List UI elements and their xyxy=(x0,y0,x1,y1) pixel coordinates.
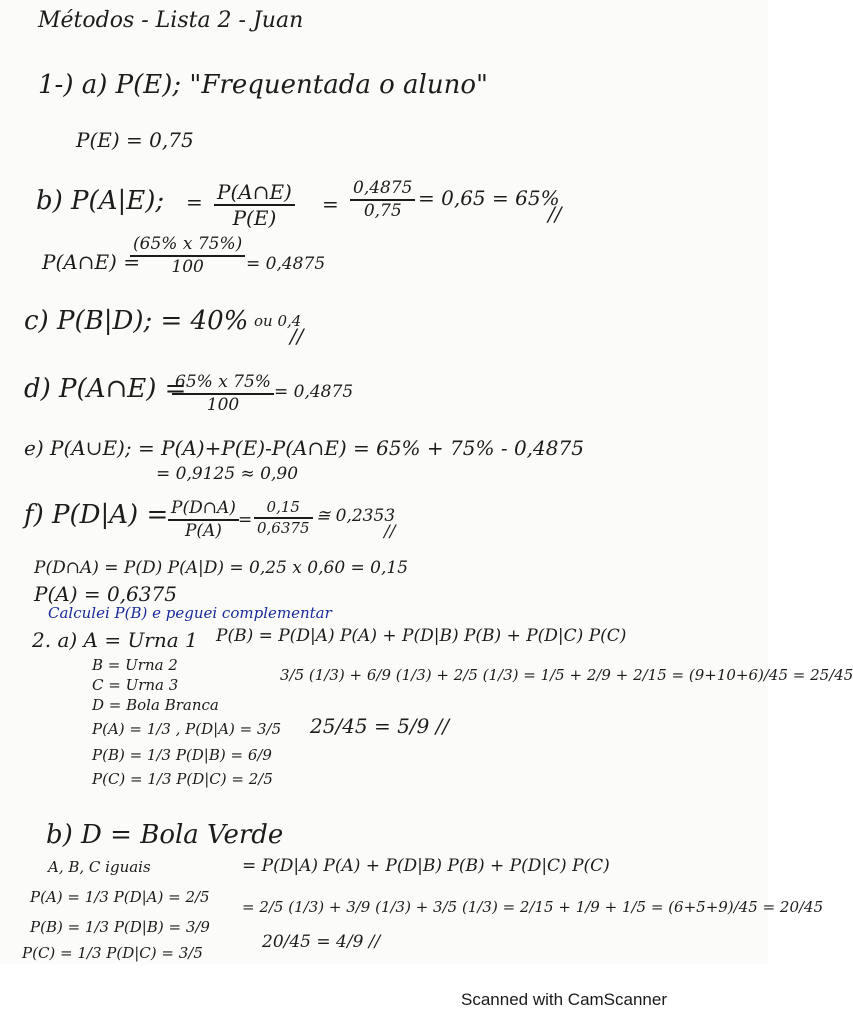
q2a-result: 25/45 = 5/9 // xyxy=(310,714,450,738)
q1d-denominator: 100 xyxy=(206,395,240,415)
page-title: Métodos - Lista 2 - Juan xyxy=(38,8,304,33)
q2b-heading: b) D = Bola Verde xyxy=(46,820,284,850)
q1f-fraction-values xyxy=(254,500,313,536)
q1d-heading: d) P(A∩E) = xyxy=(24,374,187,404)
camscanner-watermark: Scanned with CamScanner xyxy=(461,990,668,1009)
q1b-frac-numerator: P(A∩E) xyxy=(217,180,292,204)
q2b-result: 20/45 = 4/9 // xyxy=(262,932,381,952)
q2a-def-d: D = Bola Branca xyxy=(92,696,219,714)
q1c-line: c) P(B|D); = 40% xyxy=(24,306,249,336)
q1b-fraction-formula xyxy=(214,182,295,228)
check-mark: // xyxy=(384,522,396,542)
q1f-denominator: P(A) xyxy=(184,521,222,541)
q1d-fraction xyxy=(172,374,274,414)
q2b-subheading: A, B, C iguais xyxy=(48,858,151,876)
q2a-formula: P(B) = P(D|A) P(A) + P(D|B) P(B) + P(D|C) P(C) xyxy=(216,626,627,646)
q1b-sub-lhs: P(A∩E) = xyxy=(42,250,140,274)
q1b-frac-denominator: P(E) xyxy=(232,206,277,230)
q2a-def-b: B = Urna 2 xyxy=(92,656,178,674)
q1f-line-2: P(D∩A) = P(D) P(A|D) = 0,25 x 0,60 = 0,15 xyxy=(34,558,409,578)
q1b-sub-denominator: 100 xyxy=(171,257,204,277)
q1b-frac2-denominator: 0,75 xyxy=(363,201,402,221)
q1e-line-1: e) P(A∪E); = P(A)+P(E)-P(A∩E) = 65% + 75% - 0,4875 xyxy=(24,436,584,460)
q1b-equals-2: = xyxy=(322,192,339,216)
q1f-equals: = xyxy=(238,510,253,530)
q2-note: Calculei P(B) e peguei complementar xyxy=(48,604,332,622)
q1f-result: ≅ 0,2353 xyxy=(316,506,396,526)
q1a-value: P(E) = 0,75 xyxy=(76,128,194,152)
q2a-prob-a: P(A) = 1/3 , P(D|A) = 3/5 xyxy=(92,720,282,738)
q1b-sub-result: = 0,4875 xyxy=(246,254,326,274)
q1f-numerator-value: 0,15 xyxy=(266,498,300,516)
q1b-sub-fraction xyxy=(130,236,245,276)
q1f-line-3: P(A) = 0,6375 xyxy=(34,582,177,606)
q1c-alternative: ou 0,4 xyxy=(254,312,302,330)
q2a-calculation: 3/5 (1/3) + 6/9 (1/3) + 2/5 (1/3) = 1/5 + 2/9 + 2/15 = (9+10+6)/45 = 25/45 xyxy=(280,666,853,684)
q2b-prob-a: P(A) = 1/3 P(D|A) = 2/5 xyxy=(30,888,210,906)
q1f-numerator: P(D∩A) xyxy=(171,498,236,518)
q1b-heading: b) P(A|E); xyxy=(36,186,165,216)
q2a-prob-c: P(C) = 1/3 P(D|C) = 2/5 xyxy=(92,770,273,788)
q2b-calculation: = 2/5 (1/3) + 3/9 (1/3) + 3/5 (1/3) = 2/15 + 1/9 + 1/5 = (6+5+9)/45 = 20/45 xyxy=(242,898,824,916)
scanner-footer xyxy=(0,964,768,1024)
q2b-formula: = P(D|A) P(A) + P(D|B) P(B) + P(D|C) P(C) xyxy=(242,856,610,876)
q2a-prob-b: P(B) = 1/3 P(D|B) = 6/9 xyxy=(92,746,272,764)
q2b-prob-c: P(C) = 1/3 P(D|C) = 3/5 xyxy=(22,944,203,962)
q1a-heading: 1-) a) P(E); "Frequentada o aluno" xyxy=(38,70,488,100)
check-mark: // xyxy=(548,202,562,226)
q1e-line-2: = 0,9125 ≈ 0,90 xyxy=(156,464,299,484)
q1b-equals: = xyxy=(186,190,203,214)
q1f-heading: f) P(D|A) = xyxy=(24,500,169,530)
q1b-sub-numerator: (65% x 75%) xyxy=(133,234,243,254)
q2a-heading: 2. a) A = Urna 1 xyxy=(32,628,198,652)
q2a-def-c: C = Urna 3 xyxy=(92,676,179,694)
q1f-denominator-value: 0,6375 xyxy=(257,519,310,537)
q2b-prob-b: P(B) = 1/3 P(D|B) = 3/9 xyxy=(30,918,210,936)
q1b-fraction-values xyxy=(350,180,415,220)
q1b-frac2-numerator: 0,4875 xyxy=(353,178,413,198)
q1d-numerator: 65% x 75% xyxy=(175,372,271,392)
check-mark: // xyxy=(290,324,304,348)
q1d-result: = 0,4875 xyxy=(274,382,354,402)
q1b-result: = 0,65 = 65% xyxy=(418,186,560,210)
q1f-fraction-formula xyxy=(168,500,239,540)
